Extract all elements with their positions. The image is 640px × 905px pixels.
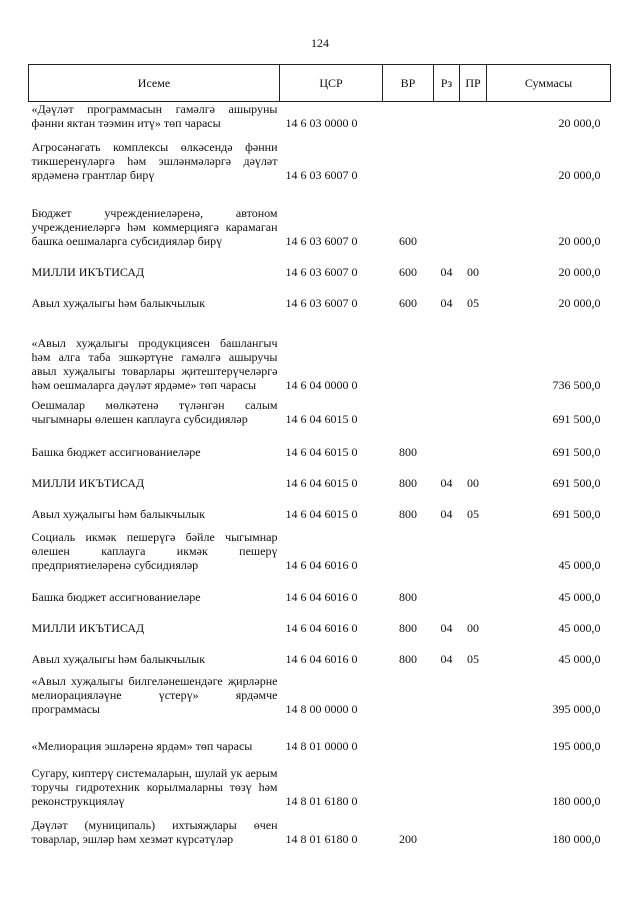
row-name: Бюджет учреждениеләренә, автоном учреждениеләргә һәм коммерциягә карамаган башка оешмаларга субсидияләр бирү xyxy=(31,206,278,248)
row-pr xyxy=(460,574,487,606)
table-row xyxy=(29,102,611,133)
row-vr xyxy=(383,668,434,718)
row-sum: 20 000,0 xyxy=(558,234,601,248)
column-header-name: Исеме xyxy=(29,65,280,102)
row-sum: 736 500,0 xyxy=(552,378,601,392)
row-csr: 14 6 04 6015 0 xyxy=(285,412,358,426)
row-vr: 600 xyxy=(399,234,417,248)
budget-table xyxy=(28,64,611,848)
table-row xyxy=(29,755,611,810)
row-name: «Авыл хуҗалыгы билгеләнешендәге җирләрне мелиорацияләүне үстерү» ярдәмче программасы xyxy=(31,674,278,716)
row-rz xyxy=(434,102,460,133)
row-pr xyxy=(460,312,487,394)
row-sum: 691 500,0 xyxy=(552,507,601,521)
row-csr: 14 8 01 6180 0 xyxy=(285,832,358,846)
row-rz xyxy=(434,132,460,184)
row-csr: 14 6 04 6015 0 xyxy=(285,445,358,459)
table-row xyxy=(29,184,611,250)
row-sum: 45 000,0 xyxy=(558,621,601,635)
table-row xyxy=(29,461,611,492)
row-name: Авыл хуҗалыгы һәм балыкчылык xyxy=(31,507,206,521)
row-rz xyxy=(434,810,460,848)
row-name: Башка бюджет ассигнованиеләре xyxy=(31,445,201,459)
row-sum: 691 500,0 xyxy=(552,476,601,490)
row-vr: 800 xyxy=(399,445,417,459)
row-sum: 691 500,0 xyxy=(552,412,601,426)
row-name: Оешмалар мөлкәтенә түләнгән салым чыгымнары өлешен каплауга субсидияләр xyxy=(31,398,278,426)
row-rz: 04 xyxy=(440,476,453,490)
row-name: МИЛЛИ ИКЪТИСАД xyxy=(31,621,145,635)
table-row xyxy=(29,606,611,637)
row-sum: 395 000,0 xyxy=(552,702,601,716)
table-row xyxy=(29,428,611,461)
row-rz xyxy=(434,184,460,250)
row-name: МИЛЛИ ИКЪТИСАД xyxy=(31,265,145,279)
row-pr xyxy=(460,394,487,428)
row-sum: 180 000,0 xyxy=(552,794,601,808)
row-csr: 14 6 04 0000 0 xyxy=(285,378,358,392)
column-header-sum: Суммасы xyxy=(487,65,611,102)
row-csr: 14 8 01 6180 0 xyxy=(285,794,358,808)
row-sum: 20 000,0 xyxy=(558,296,601,310)
row-csr: 14 6 04 6015 0 xyxy=(285,507,358,521)
row-sum: 195 000,0 xyxy=(552,739,601,753)
row-rz xyxy=(434,574,460,606)
row-rz: 04 xyxy=(440,507,453,521)
row-rz xyxy=(434,312,460,394)
row-sum: 45 000,0 xyxy=(558,590,601,604)
row-vr: 800 xyxy=(399,621,417,635)
row-rz xyxy=(434,394,460,428)
row-name: Агросәнәгать комплексы өлкәсендә фәнни тикшеренүләргә һәм эшләнмәләргә дәүләт ярдәменә грантлар бирү xyxy=(31,140,278,182)
row-pr: 00 xyxy=(467,621,479,635)
row-sum: 45 000,0 xyxy=(558,558,601,572)
row-pr: 05 xyxy=(467,507,479,521)
row-rz xyxy=(434,755,460,810)
row-csr: 14 6 03 6007 0 xyxy=(285,296,358,310)
column-header-rz: Рз xyxy=(434,65,460,102)
row-rz xyxy=(434,718,460,755)
row-sum: 45 000,0 xyxy=(558,652,601,666)
column-header-csr: ЦСР xyxy=(280,65,383,102)
row-pr xyxy=(460,132,487,184)
page-number: 124 xyxy=(311,36,329,50)
row-pr xyxy=(460,102,487,133)
row-rz xyxy=(434,523,460,574)
column-header-vr: ВР xyxy=(383,65,434,102)
row-pr: 00 xyxy=(467,265,479,279)
table-row xyxy=(29,810,611,848)
row-csr: 14 6 03 6007 0 xyxy=(285,168,358,182)
table-row xyxy=(29,250,611,281)
row-sum: 180 000,0 xyxy=(552,832,601,846)
row-name: «Авыл хуҗалыгы продукциясен башлангыч һәм алга таба эшкәртүне гамәлгә ашыручы авыл хуҗалыгы товарлары җитештерүчеләргә һәм оешмаларга дәүләт ярдәме» төп чарасы xyxy=(31,336,278,392)
row-vr xyxy=(383,394,434,428)
column-header-pr: ПР xyxy=(460,65,487,102)
table-row xyxy=(29,312,611,394)
row-vr: 800 xyxy=(399,476,417,490)
row-csr: 14 6 04 6015 0 xyxy=(285,476,358,490)
table-row xyxy=(29,132,611,184)
row-pr: 00 xyxy=(467,476,479,490)
row-vr xyxy=(383,718,434,755)
row-sum: 691 500,0 xyxy=(552,445,601,459)
row-rz xyxy=(434,428,460,461)
table-row xyxy=(29,574,611,606)
row-vr xyxy=(383,312,434,394)
row-pr xyxy=(460,718,487,755)
row-csr: 14 8 01 0000 0 xyxy=(285,739,358,753)
row-csr: 14 6 03 6007 0 xyxy=(285,265,358,279)
row-vr: 800 xyxy=(399,590,417,604)
row-rz: 04 xyxy=(440,652,453,666)
row-name: Сугару, киптерү системаларын, шулай ук аерым торучы гидротехник корылмаларны төзү һәм реконструкцияләү xyxy=(31,766,278,808)
table-row xyxy=(29,281,611,312)
row-csr: 14 6 03 6007 0 xyxy=(285,234,358,248)
row-vr: 200 xyxy=(399,832,417,846)
row-sum: 20 000,0 xyxy=(558,116,601,130)
table-row xyxy=(29,668,611,718)
table-row xyxy=(29,394,611,428)
row-vr: 800 xyxy=(399,652,417,666)
row-rz: 04 xyxy=(440,265,453,279)
row-csr: 14 8 00 0000 0 xyxy=(285,702,358,716)
row-name: Авыл хуҗалыгы һәм балыкчылык xyxy=(31,652,206,666)
row-name: Социаль икмәк пешерүгә бәйле чыгымнар өлешен каплауга икмәк пешерү предприятиеләренә субсидияләр xyxy=(31,530,278,572)
row-csr: 14 6 04 6016 0 xyxy=(285,590,358,604)
table-row xyxy=(29,637,611,668)
row-name: Дәүләт (муниципаль) ихтыяҗлары өчен товарлар, эшләр һәм хезмәт күрсәтүләр xyxy=(31,818,278,846)
row-vr xyxy=(383,132,434,184)
row-pr xyxy=(460,428,487,461)
row-pr xyxy=(460,184,487,250)
row-vr xyxy=(383,102,434,133)
table-row xyxy=(29,718,611,755)
row-name: «Дәүләт программасын гамәлгә ашыруны фәнни яктан тәэмин итү» төп чарасы xyxy=(31,102,278,130)
row-vr: 600 xyxy=(399,265,417,279)
row-csr: 14 6 03 0000 0 xyxy=(285,116,358,130)
row-rz: 04 xyxy=(440,296,453,310)
row-vr xyxy=(383,755,434,810)
row-pr xyxy=(460,523,487,574)
row-pr xyxy=(460,668,487,718)
row-sum: 20 000,0 xyxy=(558,265,601,279)
row-name: Авыл хуҗалыгы һәм балыкчылык xyxy=(31,296,206,310)
row-rz: 04 xyxy=(440,621,453,635)
row-name: МИЛЛИ ИКЪТИСАД xyxy=(31,476,145,490)
table-header xyxy=(29,65,611,102)
row-pr xyxy=(460,810,487,848)
row-vr: 600 xyxy=(399,296,417,310)
row-csr: 14 6 04 6016 0 xyxy=(285,652,358,666)
row-vr xyxy=(383,523,434,574)
row-csr: 14 6 04 6016 0 xyxy=(285,558,358,572)
row-rz xyxy=(434,668,460,718)
table-row xyxy=(29,492,611,523)
row-name: Башка бюджет ассигнованиеләре xyxy=(31,590,201,604)
table-row xyxy=(29,523,611,574)
row-sum: 20 000,0 xyxy=(558,168,601,182)
row-name: «Мелиорация эшләренә ярдәм» төп чарасы xyxy=(31,739,253,753)
row-pr: 05 xyxy=(467,296,479,310)
row-pr xyxy=(460,755,487,810)
row-pr: 05 xyxy=(467,652,479,666)
row-vr: 800 xyxy=(399,507,417,521)
row-csr: 14 6 04 6016 0 xyxy=(285,621,358,635)
